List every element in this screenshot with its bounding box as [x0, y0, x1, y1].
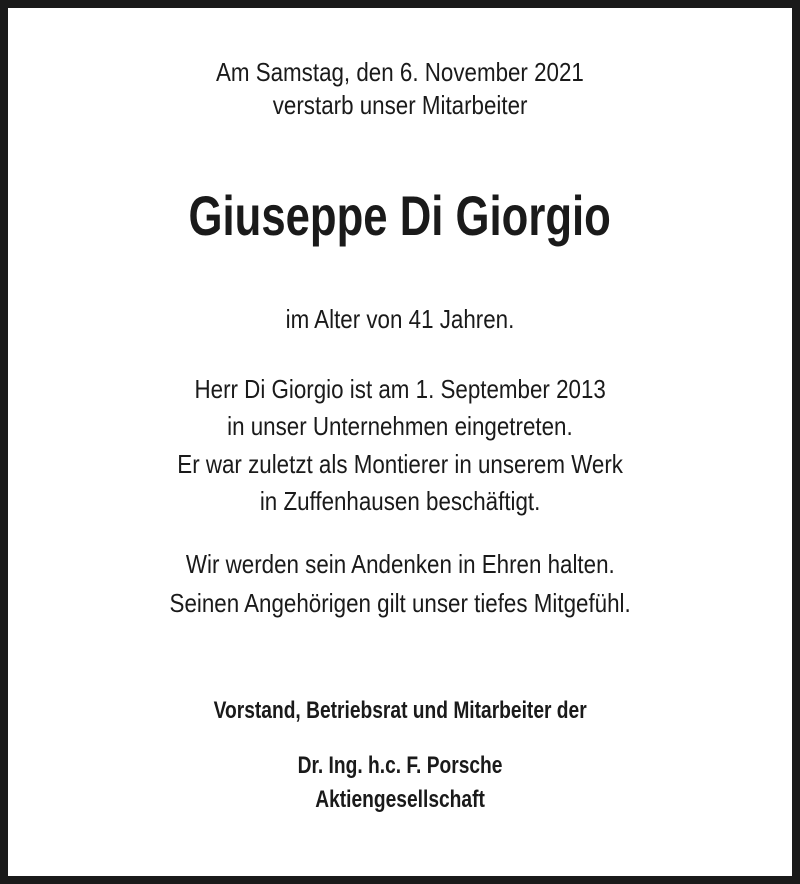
career-line	[8, 411, 792, 441]
company-text: Dr. Ing. h.c. F. Porsche	[297, 752, 503, 779]
condolence-text: Wir werden sein Andenken in Ehren halten.	[185, 549, 615, 579]
career-line	[8, 486, 792, 516]
career-text: in unser Unternehmen eingetreten.	[227, 411, 573, 441]
career-line	[8, 449, 792, 479]
career-line	[8, 374, 792, 404]
intro-line	[8, 57, 792, 87]
condolence-line	[8, 588, 792, 618]
company-line	[8, 751, 792, 781]
company-line	[8, 785, 792, 815]
age-line	[8, 304, 792, 334]
deceased-name	[8, 185, 792, 247]
intro-line	[8, 90, 792, 120]
signature-text: Vorstand, Betriebsrat und Mitarbeiter der	[213, 697, 587, 724]
intro-text: verstarb unser Mitarbeiter	[272, 90, 528, 120]
condolence-text: Seinen Angehörigen gilt unser tiefes Mitgefühl.	[169, 588, 631, 618]
signature-line	[8, 696, 792, 726]
name-text: Giuseppe Di Giorgio	[188, 184, 612, 247]
company-text: Aktiengesellschaft	[315, 786, 485, 813]
intro-text: Am Samstag, den 6. November 2021	[216, 57, 584, 87]
career-text: Herr Di Giorgio ist am 1. September 2013	[194, 374, 606, 404]
career-text: in Zuffenhausen beschäftigt.	[259, 486, 541, 516]
age-text: im Alter von 41 Jahren.	[285, 304, 515, 334]
career-text: Er war zuletzt als Montierer in unserem Werk	[177, 449, 623, 479]
condolence-line	[8, 549, 792, 579]
